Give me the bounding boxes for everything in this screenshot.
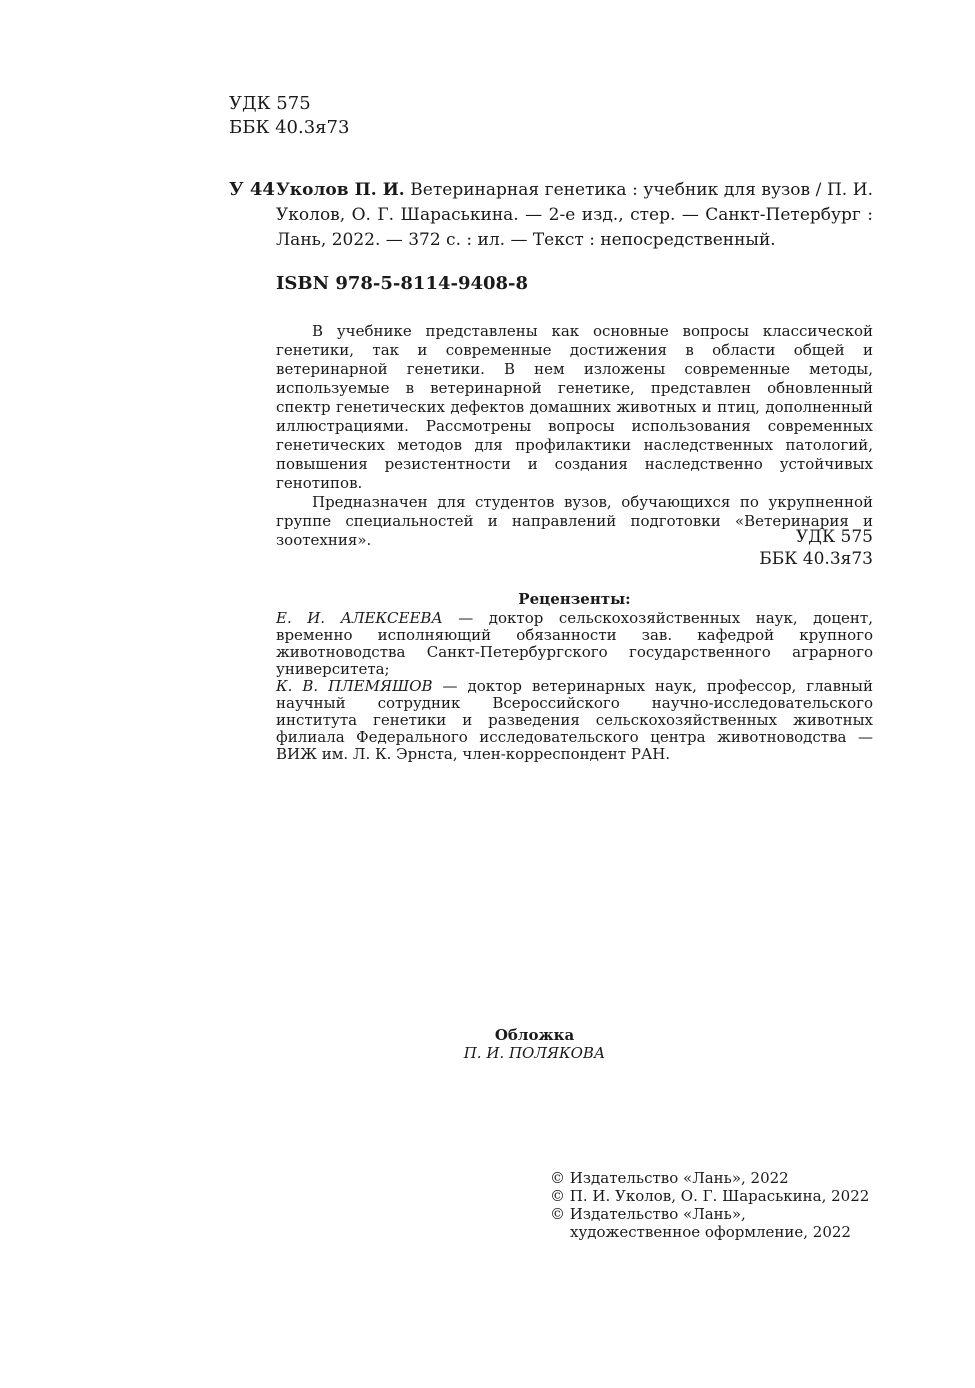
bibliographic-description: Ветеринарная генетика : учебник для вузов / П. И. Уколов, О. Г. Шараськина. — 2-е изд., стер. — Санкт-Петербург : Лань, 2022. — 372 с. : ил. — Текст : непосредственный. bbox=[276, 180, 874, 250]
author-cipher: У 44 bbox=[229, 179, 275, 200]
annotation-paragraph: Предназначен для студентов вузов, обучающихся по укрупненной группе специальностей и направлений подготовки «Ветеринария и зоотехния». bbox=[276, 493, 873, 549]
udk-block-top bbox=[229, 92, 349, 140]
author-name: Уколов П. И. bbox=[276, 180, 405, 200]
udk-block-right bbox=[620, 526, 873, 570]
bbk-code: ББК 40.3я73 bbox=[759, 549, 873, 569]
copyright-line: художественное оформление, 2022 bbox=[570, 1223, 851, 1241]
reviewer-description: — доктор сельскохозяйственных наук, доцент, временно исполняющий обязанности зав. кафедрой крупного животноводства Санкт-Петербургского государственного аграрного университета; bbox=[276, 609, 873, 678]
udk-code: УДК 575 bbox=[229, 93, 311, 114]
isbn: ISBN 978-5-8114-9408-8 bbox=[276, 273, 529, 294]
reviewers-list bbox=[276, 610, 873, 763]
annotation bbox=[276, 322, 873, 550]
bibliographic-record bbox=[276, 178, 873, 253]
copyright-block bbox=[550, 1169, 869, 1241]
copyright-line: © Издательство «Лань», bbox=[550, 1205, 746, 1223]
cover-designer: П. И. ПОЛЯКОВА bbox=[463, 1044, 606, 1062]
reviewer-entry bbox=[276, 678, 873, 763]
annotation-paragraph: В учебнике представлены как основные вопросы классической генетики, так и современные достижения в области общей и ветеринарной генетики. В нем изложены современные методы, используемые в ветеринарной генетике, представлен обновленный спектр генетических дефектов домашних животных и птиц, дополненный иллюстрациями. Рассмотрены вопросы использования современных генетических методов для профилактики наследственных патологий, повышения резистентности и создания наследственно устойчивых генотипов. bbox=[276, 322, 873, 492]
reviewer-name: К. В. ПЛЕМЯШОВ bbox=[276, 677, 433, 695]
reviewer-name: Е. И. АЛЕКСЕЕВА bbox=[276, 609, 443, 627]
copyright-line: © П. И. Уколов, О. Г. Шараськина, 2022 bbox=[550, 1187, 870, 1205]
reviewer-description: — доктор ветеринарных наук, профессор, главный научный сотрудник Всероссийского научно-исследовательского института генетики и разведения сельскохозяйственных животных филиала Федерального исследовательского центра животноводства — ВИЖ им. Л. К. Эрнста, член-корреспондент РАН. bbox=[276, 677, 873, 763]
copyright-line: © Издательство «Лань», 2022 bbox=[550, 1169, 789, 1187]
bbk-code: ББК 40.3я73 bbox=[229, 117, 350, 138]
reviewers-title: Рецензенты: bbox=[518, 590, 631, 608]
udk-code: УДК 575 bbox=[795, 527, 873, 547]
cover-credit bbox=[276, 1026, 793, 1062]
reviewer-entry bbox=[276, 610, 873, 678]
cover-label: Обложка bbox=[494, 1026, 575, 1044]
